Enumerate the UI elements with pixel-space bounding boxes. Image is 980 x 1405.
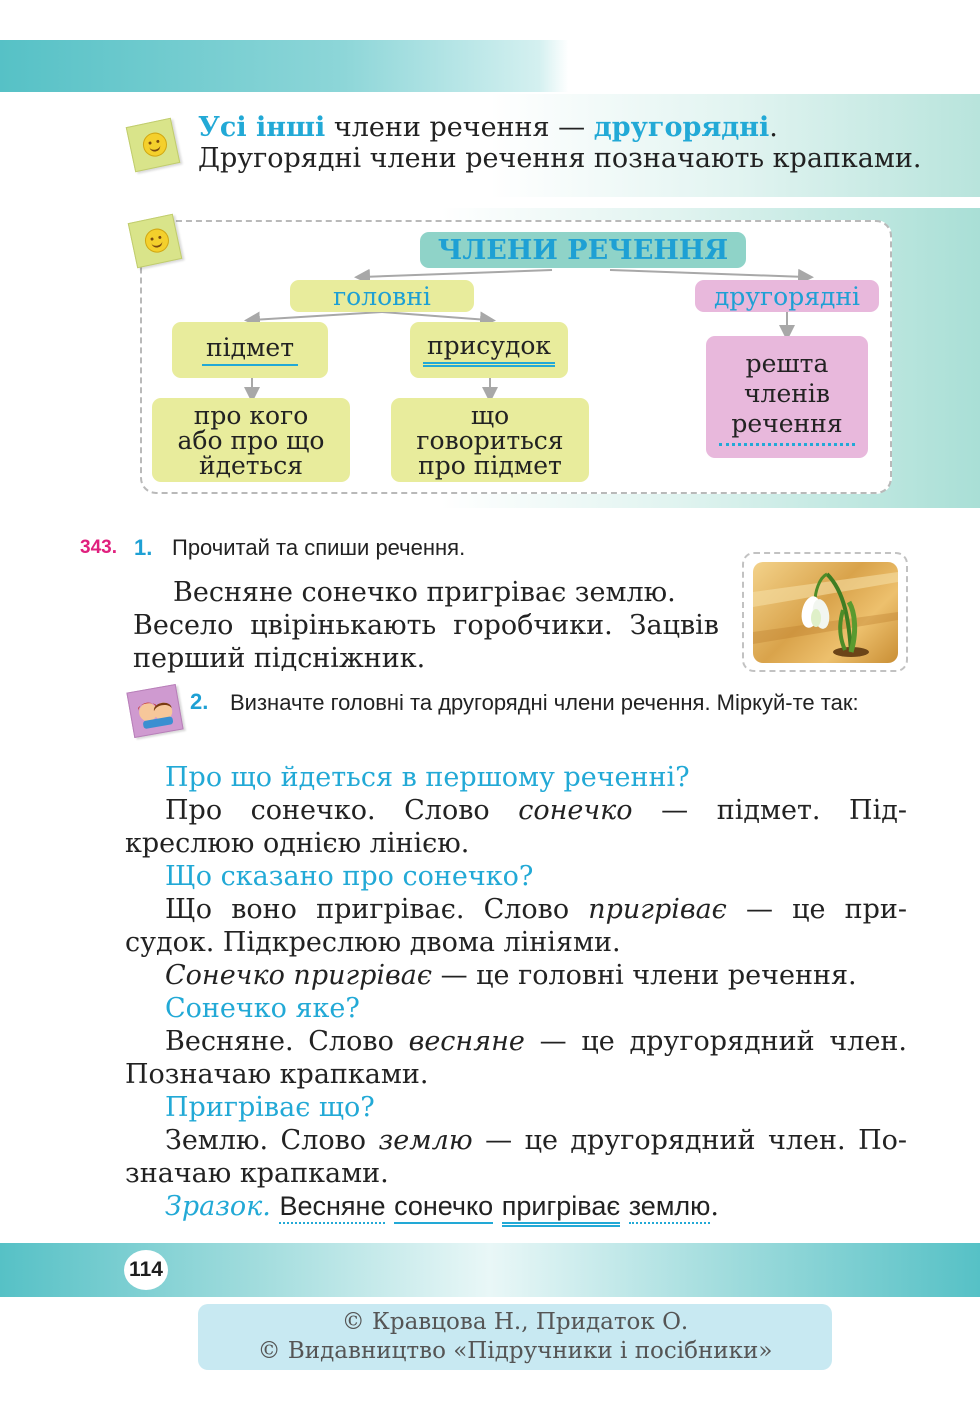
- rule-line-1: Усі інші члени речення — другорядні.: [198, 112, 778, 143]
- question-line: Про що йдеться в першому реченні?: [165, 762, 690, 793]
- task-2-number: 2.: [190, 689, 209, 714]
- kids-note-icon: [126, 684, 183, 738]
- task-2-text: Визначте головні та другорядні члени речення. Міркуй-те так:: [230, 690, 859, 715]
- snowdrop-photo: [753, 562, 898, 663]
- subject-label: підмет: [202, 335, 298, 366]
- passage-line: перший підсніжник.: [133, 643, 426, 674]
- task-1-text: Прочитай та спиши речення.: [172, 535, 466, 560]
- answer-line: Про сонечко. Слово сонечко — підмет. Під-: [165, 795, 907, 826]
- answer-line: Весняне. Слово весняне — це другорядний член.: [165, 1026, 907, 1057]
- secondary-members-label: другорядні: [695, 280, 879, 312]
- dotted-line: [719, 443, 855, 446]
- predicate-box: [410, 322, 568, 378]
- subject-description: про кого або про що йдеться: [152, 398, 350, 482]
- task-1-number: 1.: [134, 535, 153, 560]
- predicate-label: присудок: [423, 333, 555, 367]
- passage-line: Весняне сонечко пригріває землю.: [173, 577, 676, 608]
- sample-word-subject: сонечко: [394, 1191, 493, 1224]
- subject-box: [172, 322, 328, 378]
- sample-word-predicate: пригріває: [502, 1191, 620, 1227]
- sample-word-secondary: Весняне: [279, 1191, 385, 1224]
- copyright-box: [198, 1304, 832, 1370]
- predicate-description: що говориться про підмет: [391, 398, 589, 482]
- answer-line: Позначаю крапками.: [125, 1059, 429, 1090]
- answer-line: Що воно пригріває. Слово пригріває — це при-: [165, 894, 907, 925]
- question-line: Що сказано про сонечко?: [165, 861, 534, 892]
- answer-line: судок. Підкреслюю двома лініями.: [125, 927, 621, 958]
- answer-line: значаю крапками.: [125, 1158, 389, 1189]
- sample-label: Зразок.: [165, 1191, 271, 1222]
- reading-passage: [133, 576, 719, 675]
- copyright-line: © Кравцова Н., Придаток О.: [341, 1309, 689, 1335]
- passage-line: Весело цвірінькають горобчики. Зацвів: [133, 610, 719, 641]
- page-number: 114: [124, 1250, 168, 1290]
- main-members-label: головні: [290, 280, 474, 312]
- answer-line: Сонечко пригріває — це головні члени речення.: [165, 960, 857, 991]
- rule-line-2: Другорядні члени речення позначають крапками.: [198, 143, 922, 174]
- exercise-number: 343.: [80, 537, 117, 558]
- secondary-description: решта членів речення: [706, 336, 868, 458]
- question-line: Сонечко яке?: [165, 993, 360, 1024]
- reasoning-dialog: [125, 761, 907, 1223]
- sample-word-secondary: землю: [629, 1191, 711, 1224]
- sample-line: Зразок. Весняне сонечко пригріває землю.: [125, 1190, 907, 1223]
- answer-line: креслюю однією лінією.: [125, 828, 470, 859]
- answer-line: Землю. Слово землю — це другорядний член. По-: [165, 1125, 907, 1156]
- snowdrop-icon: [753, 562, 898, 663]
- copyright-line: © Видавництво «Підручники і посібники»: [257, 1338, 773, 1364]
- question-line: Пригріває що?: [165, 1092, 375, 1123]
- diagram-title: ЧЛЕНИ РЕЧЕННЯ: [420, 232, 746, 268]
